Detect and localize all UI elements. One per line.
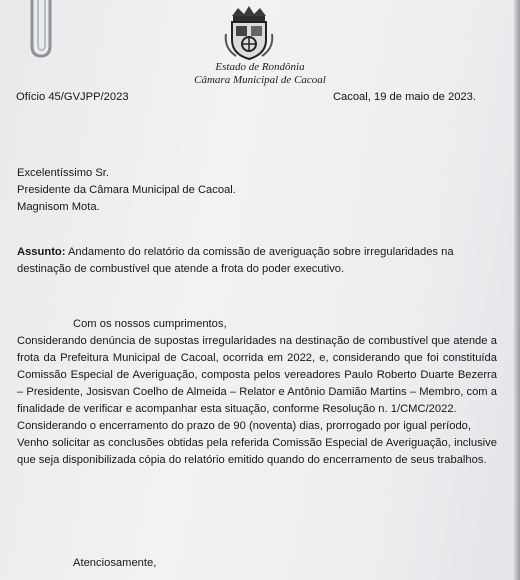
- body-paragraph: Considerando o encerramento do prazo de 90 (noventa) dias, prorrogado por igual período,: [17, 420, 472, 432]
- recipient-name: Magnisom Mota.: [17, 201, 100, 213]
- header-state: Estado de Rondônia: [215, 61, 305, 73]
- place-date: Cacoal, 19 de maio de 2023.: [332, 91, 476, 103]
- paper-clip-icon: [22, 0, 62, 62]
- letter-body: [17, 316, 497, 469]
- document-number: Ofício 45/GVJPP/2023: [16, 91, 129, 103]
- body-paragraph: Venho solicitar as conclusões obtidas pela referida Comissão Especial de Averiguação, inclusive que seja disponibilizada cópia do relatório emitido quando do encerramento de seus trabalhos.: [17, 437, 497, 466]
- subject-line: [17, 244, 487, 278]
- closing: Atenciosamente,: [73, 557, 157, 569]
- recipient-salutation: Excelentíssimo Sr.: [17, 167, 110, 179]
- page-edge-shadow: [514, 0, 520, 580]
- subject-text: Andamento do relatório da comissão de averiguação sobre irregularidades na destinação de combustível que atende a frota do poder executivo.: [17, 246, 454, 275]
- subject-label: Assunto:: [17, 246, 66, 258]
- header-chamber: Câmara Municipal de Cacoal: [194, 74, 326, 86]
- body-paragraph: Considerando denúncia de supostas irregularidades na destinação de combustível que atende a frota da Prefeitura Municipal de Cacoal, ocorrida em 2022, e, considerando que foi constituída Comissão Especial de Averiguação, composta pelos vereadores Paulo Roberto Duarte Bezerra – Presidente, Josisvan Coelho de Almeida – Relator e Antônio Damião Martins – Membro, com a finalidade de verificar e acompanhar esta situação, conforme Resolução n. 1/CMC/2022.: [17, 335, 497, 415]
- greeting: Com os nossos cumprimentos,: [73, 318, 227, 330]
- coat-of-arms-icon: [224, 4, 274, 60]
- recipient-title: Presidente da Câmara Municipal de Cacoal.: [17, 184, 236, 196]
